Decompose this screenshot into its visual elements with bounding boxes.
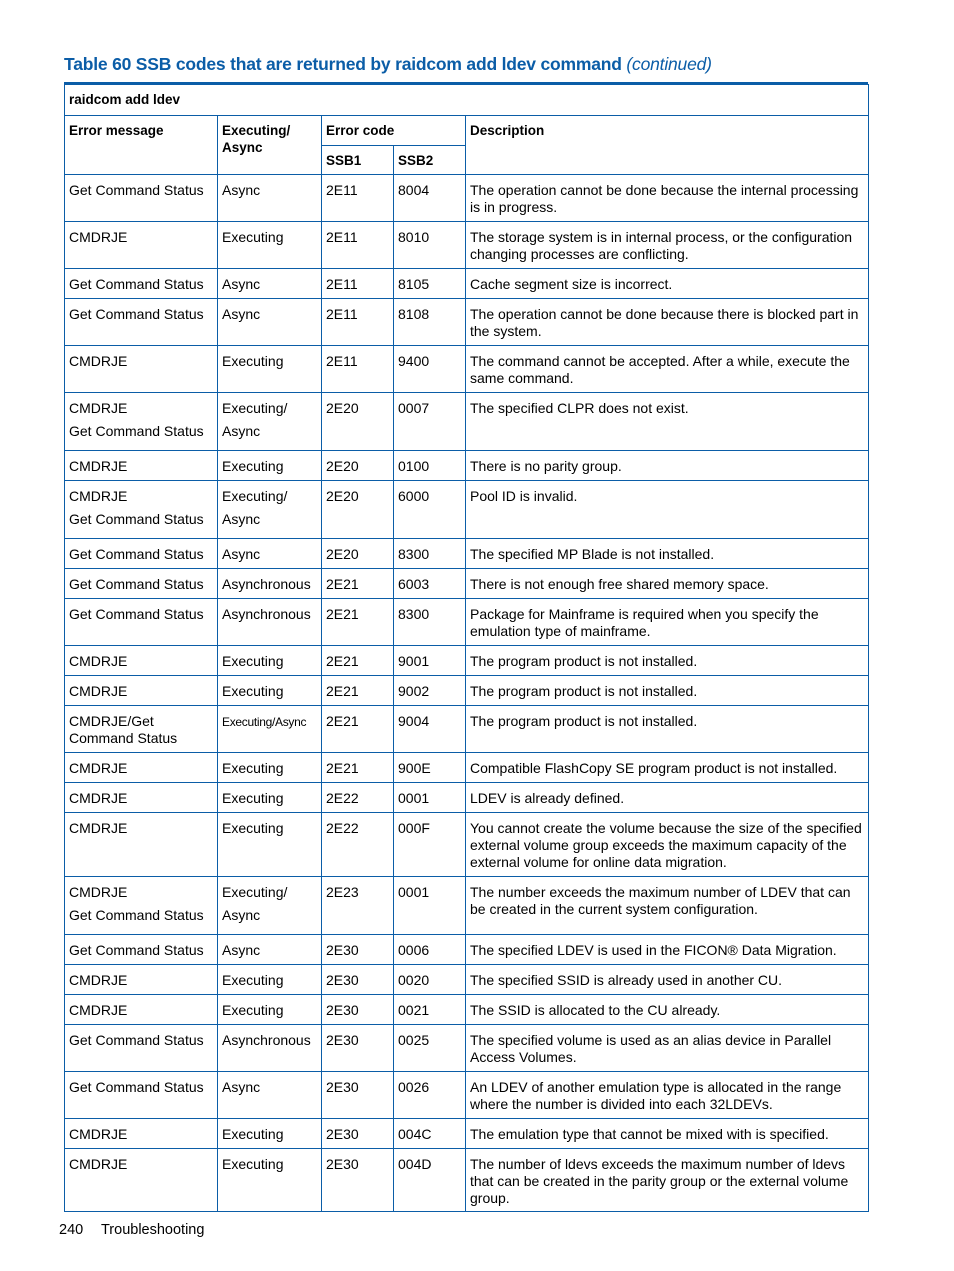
table-row bbox=[65, 222, 869, 269]
cell-ssb2 bbox=[394, 783, 466, 813]
ssb-codes-table bbox=[64, 84, 869, 1212]
cell-executing-async-text: Asynchronous bbox=[222, 576, 311, 592]
cell-ssb2 bbox=[394, 299, 466, 346]
cell-ssb2 bbox=[394, 877, 466, 935]
cell-ssb1-text: 2E20 bbox=[326, 546, 359, 562]
cell-ssb1-text: 2E11 bbox=[326, 353, 358, 369]
cell-executing-async-text: Executing bbox=[222, 760, 284, 776]
table-row bbox=[65, 393, 869, 451]
cell-ssb2 bbox=[394, 965, 466, 995]
table-row bbox=[65, 1149, 869, 1212]
cell-description-text: Cache segment size is incorrect. bbox=[470, 276, 673, 292]
cell-ssb1 bbox=[322, 481, 394, 539]
table-row bbox=[65, 995, 869, 1025]
cell-executing-async-line2: Async bbox=[222, 511, 261, 527]
header-description: Description bbox=[466, 116, 869, 175]
cell-ssb2 bbox=[394, 269, 466, 299]
cell-executing-async bbox=[218, 965, 322, 995]
cell-ssb2 bbox=[394, 706, 466, 753]
cell-ssb2-text: 0100 bbox=[398, 458, 430, 474]
cell-ssb1-text: 2E30 bbox=[326, 1126, 359, 1142]
cell-error-message bbox=[65, 646, 218, 676]
cell-executing-async bbox=[218, 539, 322, 569]
cell-error-message-text: CMDRJE bbox=[69, 229, 128, 245]
cell-description bbox=[466, 346, 869, 393]
cell-ssb1 bbox=[322, 599, 394, 646]
cell-executing-async-text: Async bbox=[222, 546, 261, 562]
cell-ssb1 bbox=[322, 813, 394, 877]
cell-ssb1 bbox=[322, 706, 394, 753]
cell-description bbox=[466, 783, 869, 813]
cell-description-text: Compatible FlashCopy SE program product is not installed. bbox=[470, 760, 838, 776]
cell-description bbox=[466, 676, 869, 706]
cell-error-message-text: Get Command Status bbox=[69, 182, 204, 198]
cell-ssb1 bbox=[322, 299, 394, 346]
cell-ssb2 bbox=[394, 935, 466, 965]
cell-executing-async-text: Executing bbox=[222, 1002, 284, 1018]
cell-description bbox=[466, 753, 869, 783]
table-row bbox=[65, 346, 869, 393]
cell-ssb2 bbox=[394, 676, 466, 706]
cell-error-message bbox=[65, 346, 218, 393]
table-row bbox=[65, 935, 869, 965]
table-row bbox=[65, 175, 869, 222]
cell-executing-async-line2: Async bbox=[222, 423, 261, 439]
table-row bbox=[65, 783, 869, 813]
cell-ssb2-text: 0026 bbox=[398, 1079, 430, 1095]
cell-ssb2-text: 9001 bbox=[398, 653, 430, 669]
cell-description-text: There is no parity group. bbox=[470, 458, 622, 474]
cell-description bbox=[466, 995, 869, 1025]
cell-executing-async bbox=[218, 222, 322, 269]
cell-executing-async-text: Executing bbox=[222, 790, 284, 806]
cell-executing-async-text: Async bbox=[222, 306, 261, 322]
cell-description-text: The specified CLPR does not exist. bbox=[470, 400, 689, 416]
cell-executing-async bbox=[218, 783, 322, 813]
page-footer bbox=[59, 1222, 204, 1238]
cell-ssb2-text: 9004 bbox=[398, 713, 430, 729]
cell-description bbox=[466, 222, 869, 269]
cell-ssb2-text: 0021 bbox=[398, 1002, 430, 1018]
cell-ssb1-text: 2E30 bbox=[326, 1002, 359, 1018]
cell-error-message bbox=[65, 753, 218, 783]
footer-section: Troubleshooting bbox=[100, 1222, 205, 1238]
cell-description bbox=[466, 481, 869, 539]
cell-error-message-text: CMDRJE bbox=[69, 653, 128, 669]
table-row bbox=[65, 813, 869, 877]
cell-error-message bbox=[65, 1025, 218, 1072]
table-row bbox=[65, 676, 869, 706]
cell-ssb1 bbox=[322, 393, 394, 451]
cell-error-message-text: CMDRJE bbox=[69, 790, 128, 806]
cell-ssb2-text: 9002 bbox=[398, 683, 430, 699]
cell-ssb2-text: 8105 bbox=[398, 276, 430, 292]
header-executing-async: Executing/ Async bbox=[218, 116, 322, 175]
cell-executing-async bbox=[218, 1119, 322, 1149]
cell-error-message-text: CMDRJE bbox=[69, 1156, 128, 1172]
cell-ssb2 bbox=[394, 813, 466, 877]
cell-ssb2-text: 8004 bbox=[398, 182, 430, 198]
cell-ssb2 bbox=[394, 1149, 466, 1212]
cell-description bbox=[466, 299, 869, 346]
cell-executing-async bbox=[218, 1149, 322, 1212]
cell-ssb2 bbox=[394, 646, 466, 676]
cell-ssb1-text: 2E20 bbox=[326, 400, 359, 416]
cell-ssb2 bbox=[394, 539, 466, 569]
cell-executing-async-text: Asynchronous bbox=[222, 606, 311, 622]
cell-description bbox=[466, 393, 869, 451]
cell-error-message-text: CMDRJE bbox=[69, 760, 128, 776]
table-title-continued: (continued) bbox=[626, 54, 712, 74]
cell-error-message-text: CMDRJE bbox=[69, 400, 128, 416]
cell-error-message-text: CMDRJE bbox=[69, 884, 128, 900]
cell-ssb2 bbox=[394, 393, 466, 451]
cell-ssb2-text: 8108 bbox=[398, 306, 430, 322]
cell-ssb2-text: 0001 bbox=[398, 884, 430, 900]
cell-executing-async bbox=[218, 393, 322, 451]
cell-description-text: The program product is not installed. bbox=[470, 683, 698, 699]
cell-ssb2-text: 0007 bbox=[398, 400, 430, 416]
cell-error-message bbox=[65, 676, 218, 706]
cell-description bbox=[466, 539, 869, 569]
cell-ssb1 bbox=[322, 1149, 394, 1212]
table-row bbox=[65, 1025, 869, 1072]
cell-ssb1 bbox=[322, 646, 394, 676]
cell-error-message-text: CMDRJE bbox=[69, 353, 128, 369]
cell-description-text: Package for Mainframe is required when you specify the emulation type of mainframe. bbox=[470, 606, 819, 639]
cell-executing-async-text: Executing/ bbox=[222, 488, 288, 504]
cell-executing-async-text: Async bbox=[222, 1079, 261, 1095]
cell-description bbox=[466, 269, 869, 299]
cell-ssb2-text: 0025 bbox=[398, 1032, 430, 1048]
cell-executing-async bbox=[218, 269, 322, 299]
cell-description bbox=[466, 451, 869, 481]
table-row bbox=[65, 1072, 869, 1119]
cell-ssb1-text: 2E30 bbox=[326, 1156, 359, 1172]
cell-error-message-text: Get Command Status bbox=[69, 942, 204, 958]
cell-error-message-text: CMDRJE bbox=[69, 683, 128, 699]
cell-description-text: The operation cannot be done because the internal processing is in progress. bbox=[470, 182, 859, 215]
cell-error-message bbox=[65, 877, 218, 935]
table-row bbox=[65, 753, 869, 783]
cell-executing-async-text: Asynchronous bbox=[222, 1032, 311, 1048]
cell-ssb1 bbox=[322, 346, 394, 393]
cell-ssb1-text: 2E22 bbox=[326, 790, 359, 806]
cell-executing-async-text: Executing bbox=[222, 1156, 284, 1172]
cell-executing-async bbox=[218, 706, 322, 753]
table-row bbox=[65, 481, 869, 539]
cell-executing-async bbox=[218, 813, 322, 877]
group-header: raidcom add ldev bbox=[65, 85, 869, 116]
cell-ssb1 bbox=[322, 783, 394, 813]
cell-ssb2-text: 8300 bbox=[398, 546, 430, 562]
header-ssb1: SSB1 bbox=[322, 146, 394, 175]
cell-executing-async-text: Executing bbox=[222, 820, 284, 836]
cell-executing-async bbox=[218, 299, 322, 346]
cell-error-message bbox=[65, 1119, 218, 1149]
cell-ssb2 bbox=[394, 451, 466, 481]
table-row bbox=[65, 877, 869, 935]
cell-executing-async bbox=[218, 877, 322, 935]
cell-ssb2 bbox=[394, 995, 466, 1025]
cell-error-message-text: Get Command Status bbox=[69, 576, 204, 592]
cell-ssb1-text: 2E21 bbox=[326, 683, 359, 699]
table-title bbox=[64, 54, 712, 75]
cell-ssb2-text: 9400 bbox=[398, 353, 430, 369]
cell-error-message-text: CMDRJE bbox=[69, 820, 128, 836]
cell-executing-async bbox=[218, 346, 322, 393]
table-row bbox=[65, 539, 869, 569]
cell-error-message-text: CMDRJE bbox=[69, 1126, 128, 1142]
table-row bbox=[65, 451, 869, 481]
table-row bbox=[65, 646, 869, 676]
cell-ssb1-text: 2E30 bbox=[326, 1032, 359, 1048]
cell-description bbox=[466, 877, 869, 935]
cell-description bbox=[466, 599, 869, 646]
table-row bbox=[65, 599, 869, 646]
cell-ssb1 bbox=[322, 451, 394, 481]
cell-executing-async-text: Executing bbox=[222, 653, 284, 669]
cell-ssb1-text: 2E21 bbox=[326, 606, 359, 622]
cell-description bbox=[466, 935, 869, 965]
cell-description-text: The number exceeds the maximum number of LDEV that can be created in the current system configuration. bbox=[470, 884, 851, 917]
cell-ssb2 bbox=[394, 1072, 466, 1119]
cell-description bbox=[466, 646, 869, 676]
cell-description-text: The specified LDEV is used in the FICON® Data Migration. bbox=[470, 942, 837, 958]
cell-error-message bbox=[65, 569, 218, 599]
cell-description-text: The specified SSID is already used in another CU. bbox=[470, 972, 783, 988]
cell-error-message-text: CMDRJE bbox=[69, 1002, 128, 1018]
cell-error-message-text: Get Command Status bbox=[69, 1079, 204, 1095]
cell-ssb1-text: 2E23 bbox=[326, 884, 359, 900]
cell-ssb2 bbox=[394, 599, 466, 646]
cell-ssb2-text: 0001 bbox=[398, 790, 430, 806]
cell-description bbox=[466, 706, 869, 753]
cell-error-message bbox=[65, 269, 218, 299]
cell-executing-async bbox=[218, 646, 322, 676]
cell-ssb2 bbox=[394, 175, 466, 222]
cell-executing-async bbox=[218, 1072, 322, 1119]
cell-executing-async bbox=[218, 1025, 322, 1072]
cell-ssb1-text: 2E20 bbox=[326, 458, 359, 474]
cell-description-text: The number of ldevs exceeds the maximum number of ldevs that can be created in the parity group or the external volume group. bbox=[470, 1156, 849, 1206]
cell-ssb2 bbox=[394, 481, 466, 539]
cell-error-message bbox=[65, 706, 218, 753]
cell-ssb2-text: 900E bbox=[398, 760, 431, 776]
cell-error-message bbox=[65, 539, 218, 569]
cell-ssb1 bbox=[322, 269, 394, 299]
table-row bbox=[65, 569, 869, 599]
cell-error-message bbox=[65, 995, 218, 1025]
cell-error-message bbox=[65, 222, 218, 269]
cell-error-message-line2: Get Command Status bbox=[69, 907, 204, 923]
cell-executing-async-text: Executing bbox=[222, 1126, 284, 1142]
cell-ssb1 bbox=[322, 753, 394, 783]
cell-ssb2-text: 004D bbox=[398, 1156, 432, 1172]
cell-ssb2 bbox=[394, 1119, 466, 1149]
cell-executing-async-line2: Async bbox=[222, 907, 261, 923]
header-error-code: Error code bbox=[322, 116, 466, 146]
cell-error-message bbox=[65, 599, 218, 646]
cell-ssb2-text: 004C bbox=[398, 1126, 432, 1142]
cell-ssb1 bbox=[322, 1119, 394, 1149]
cell-ssb1-text: 2E11 bbox=[326, 229, 358, 245]
cell-error-message bbox=[65, 451, 218, 481]
cell-description bbox=[466, 1072, 869, 1119]
cell-ssb2 bbox=[394, 1025, 466, 1072]
cell-ssb2-text: 6003 bbox=[398, 576, 430, 592]
cell-description-text: An LDEV of another emulation type is allocated in the range where the number is divided into each 32LDEVs. bbox=[470, 1079, 842, 1112]
cell-error-message bbox=[65, 965, 218, 995]
cell-ssb1-text: 2E11 bbox=[326, 306, 358, 322]
cell-executing-async bbox=[218, 175, 322, 222]
cell-executing-async bbox=[218, 676, 322, 706]
cell-error-message-line2: Get Command Status bbox=[69, 511, 204, 527]
cell-executing-async bbox=[218, 995, 322, 1025]
cell-description-text: The SSID is allocated to the CU already. bbox=[470, 1002, 721, 1018]
cell-error-message bbox=[65, 481, 218, 539]
cell-ssb2-text: 8300 bbox=[398, 606, 430, 622]
cell-ssb2 bbox=[394, 222, 466, 269]
cell-error-message bbox=[65, 299, 218, 346]
cell-ssb1 bbox=[322, 877, 394, 935]
header-ssb2: SSB2 bbox=[394, 146, 466, 175]
cell-executing-async-text: Async bbox=[222, 276, 261, 292]
cell-ssb1-text: 2E20 bbox=[326, 488, 359, 504]
cell-executing-async bbox=[218, 935, 322, 965]
table-row bbox=[65, 1119, 869, 1149]
cell-ssb1 bbox=[322, 175, 394, 222]
cell-error-message-line2: Get Command Status bbox=[69, 423, 204, 439]
page-number: 240 bbox=[59, 1222, 84, 1238]
cell-executing-async bbox=[218, 481, 322, 539]
cell-ssb1 bbox=[322, 965, 394, 995]
cell-executing-async-text: Async bbox=[222, 942, 261, 958]
cell-executing-async-text: Async bbox=[222, 182, 261, 198]
cell-ssb1 bbox=[322, 676, 394, 706]
cell-ssb1 bbox=[322, 539, 394, 569]
cell-description-text: The storage system is in internal process, or the configuration changing processes are conflicting. bbox=[470, 229, 853, 262]
cell-description-text: The specified MP Blade is not installed. bbox=[470, 546, 715, 562]
cell-ssb1 bbox=[322, 995, 394, 1025]
cell-description-text: The program product is not installed. bbox=[470, 653, 698, 669]
cell-ssb2 bbox=[394, 569, 466, 599]
cell-description-text: The operation cannot be done because there is blocked part in the system. bbox=[470, 306, 859, 339]
cell-description bbox=[466, 175, 869, 222]
cell-error-message bbox=[65, 813, 218, 877]
cell-ssb2 bbox=[394, 753, 466, 783]
cell-description-text: There is not enough free shared memory space. bbox=[470, 576, 769, 592]
cell-ssb1-text: 2E21 bbox=[326, 576, 359, 592]
cell-ssb2-text: 0006 bbox=[398, 942, 430, 958]
cell-ssb1 bbox=[322, 1025, 394, 1072]
cell-error-message bbox=[65, 935, 218, 965]
cell-error-message bbox=[65, 393, 218, 451]
cell-executing-async-text: Executing bbox=[222, 353, 284, 369]
cell-ssb1-text: 2E21 bbox=[326, 653, 359, 669]
cell-ssb1 bbox=[322, 222, 394, 269]
cell-ssb1-text: 2E30 bbox=[326, 942, 359, 958]
cell-error-message bbox=[65, 783, 218, 813]
cell-description bbox=[466, 965, 869, 995]
cell-ssb1-text: 2E11 bbox=[326, 276, 358, 292]
table-row bbox=[65, 706, 869, 753]
cell-ssb2-text: 6000 bbox=[398, 488, 430, 504]
cell-ssb1-text: 2E21 bbox=[326, 713, 359, 729]
cell-ssb1-text: 2E30 bbox=[326, 972, 359, 988]
cell-executing-async bbox=[218, 599, 322, 646]
cell-executing-async bbox=[218, 753, 322, 783]
cell-error-message-text: Get Command Status bbox=[69, 276, 204, 292]
cell-executing-async bbox=[218, 569, 322, 599]
cell-description-text: The command cannot be accepted. After a while, execute the same command. bbox=[470, 353, 850, 386]
table-row bbox=[65, 965, 869, 995]
cell-description bbox=[466, 1025, 869, 1072]
cell-ssb2-text: 8010 bbox=[398, 229, 430, 245]
cell-ssb1-text: 2E21 bbox=[326, 760, 359, 776]
table-title-main: Table 60 SSB codes that are returned by raidcom add ldev command bbox=[64, 54, 622, 74]
cell-ssb1-text: 2E22 bbox=[326, 820, 359, 836]
cell-error-message-text: Get Command Status bbox=[69, 546, 204, 562]
cell-executing-async-text: Executing bbox=[222, 683, 284, 699]
cell-error-message bbox=[65, 1072, 218, 1119]
cell-description-text: LDEV is already defined. bbox=[470, 790, 625, 806]
cell-description-text: The specified volume is used as an alias device in Parallel Access Volumes. bbox=[470, 1032, 832, 1065]
cell-description-text: The program product is not installed. bbox=[470, 713, 698, 729]
cell-description bbox=[466, 569, 869, 599]
cell-error-message bbox=[65, 175, 218, 222]
cell-error-message-text: CMDRJE bbox=[69, 458, 128, 474]
cell-ssb1-text: 2E11 bbox=[326, 182, 358, 198]
cell-ssb1 bbox=[322, 1072, 394, 1119]
cell-executing-async-text: Executing/Async bbox=[222, 715, 307, 729]
cell-ssb2-text: 0020 bbox=[398, 972, 430, 988]
cell-executing-async bbox=[218, 451, 322, 481]
cell-description bbox=[466, 1149, 869, 1212]
cell-error-message-text: CMDRJE/Get Command Status bbox=[69, 713, 178, 746]
cell-error-message-text: CMDRJE bbox=[69, 972, 128, 988]
cell-executing-async-text: Executing bbox=[222, 972, 284, 988]
cell-error-message-text: Get Command Status bbox=[69, 306, 204, 322]
cell-error-message-text: Get Command Status bbox=[69, 606, 204, 622]
cell-executing-async-text: Executing bbox=[222, 229, 284, 245]
cell-error-message-text: CMDRJE bbox=[69, 488, 128, 504]
cell-description-text: Pool ID is invalid. bbox=[470, 488, 578, 504]
cell-description bbox=[466, 1119, 869, 1149]
cell-error-message-text: Get Command Status bbox=[69, 1032, 204, 1048]
cell-ssb2-text: 000F bbox=[398, 820, 430, 836]
cell-ssb1 bbox=[322, 569, 394, 599]
table-row bbox=[65, 269, 869, 299]
cell-ssb1-text: 2E30 bbox=[326, 1079, 359, 1095]
cell-ssb1 bbox=[322, 935, 394, 965]
cell-description-text: The emulation type that cannot be mixed with is specified. bbox=[470, 1126, 829, 1142]
table-row bbox=[65, 299, 869, 346]
header-error-message: Error message bbox=[65, 116, 218, 175]
cell-executing-async-text: Executing/ bbox=[222, 400, 288, 416]
cell-executing-async-text: Executing/ bbox=[222, 884, 288, 900]
cell-description-text: You cannot create the volume because the size of the specified external volume group exceeds the maximum capacity of the external volume for online data migration. bbox=[470, 820, 862, 870]
cell-description bbox=[466, 813, 869, 877]
cell-error-message bbox=[65, 1149, 218, 1212]
cell-ssb2 bbox=[394, 346, 466, 393]
cell-executing-async-text: Executing bbox=[222, 458, 284, 474]
